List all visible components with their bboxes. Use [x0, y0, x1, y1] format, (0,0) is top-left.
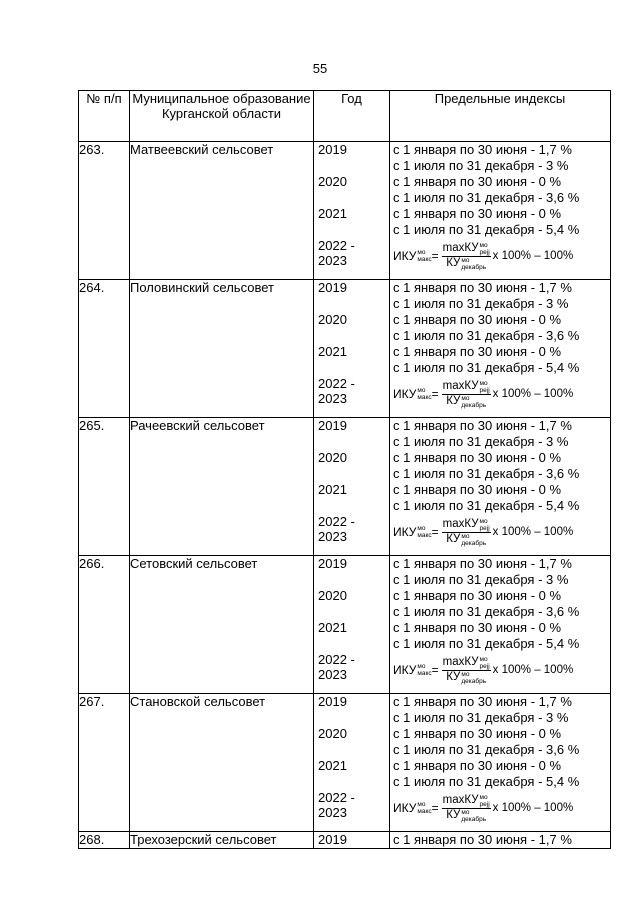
row-number: 266.: [79, 556, 130, 694]
year-2022: 2022 -: [318, 652, 355, 667]
row-number: 265.: [79, 418, 130, 556]
year-cell: [314, 280, 390, 418]
year-2020: 2020: [318, 450, 347, 465]
table-row: [79, 280, 611, 418]
indices-cell: [390, 418, 611, 556]
year-2019: 2019: [318, 280, 347, 295]
index-formula: [390, 793, 610, 823]
index-2020-first-half: с 1 января по 30 июня - 0 %: [393, 450, 562, 465]
index-2019-second-half: с 1 июля по 31 декабря - 3 %: [393, 572, 569, 587]
formula-fraction: maxКУ мо pejj КУ мо декабрь: [442, 655, 490, 685]
index-2021-first-half: с 1 января по 30 июня - 0 %: [393, 758, 562, 773]
index-2019-first-half: с 1 января по 30 июня - 1,7 %: [393, 556, 572, 571]
year-2022: 2022 -: [318, 514, 355, 529]
header-num: № п/п: [79, 91, 130, 142]
index-line: с 1 января по 30 июня - 1,7 %: [393, 832, 572, 847]
index-2021-second-half: с 1 июля по 31 декабря - 5,4 %: [393, 636, 580, 651]
municipality-name: Половинский сельсовет: [130, 280, 314, 418]
index-2019-first-half: с 1 января по 30 июня - 1,7 %: [393, 418, 572, 433]
index-formula: [390, 379, 610, 409]
index-2021-second-half: с 1 июля по 31 декабря - 5,4 %: [393, 774, 580, 789]
index-2020-second-half: с 1 июля по 31 декабря - 3,6 %: [393, 466, 580, 481]
index-formula: [390, 517, 610, 547]
year-2020: 2020: [318, 174, 347, 189]
index-2020-first-half: с 1 января по 30 июня - 0 %: [393, 174, 562, 189]
index-2020-second-half: с 1 июля по 31 декабря - 3,6 %: [393, 190, 580, 205]
year-2023: 2023: [318, 805, 347, 820]
header-indices: Предельные индексы: [390, 91, 611, 142]
header-municipality: Муниципальное образование Курганской области: [130, 91, 314, 142]
year-2020: 2020: [318, 726, 347, 741]
index-2021-first-half: с 1 января по 30 июня - 0 %: [393, 344, 562, 359]
index-2020-second-half: с 1 июля по 31 декабря - 3,6 %: [393, 328, 580, 343]
index-2019-second-half: с 1 июля по 31 декабря - 3 %: [393, 158, 569, 173]
page-number: 55: [312, 61, 328, 76]
formula-lhs: ИКУ мо макс =: [393, 663, 439, 677]
index-2019-first-half: с 1 января по 30 июня - 1,7 %: [393, 694, 572, 709]
formula-tail: x 100% – 100%: [492, 388, 574, 400]
formula-tail: x 100% – 100%: [492, 526, 574, 538]
year-cell: [314, 418, 390, 556]
formula-lhs: ИКУ мо макс =: [393, 801, 439, 815]
table-row: [79, 694, 611, 832]
year-2023: 2023: [318, 391, 347, 406]
year-2022: 2022 -: [318, 238, 355, 253]
formula-tail: x 100% – 100%: [492, 250, 574, 262]
index-2021-second-half: с 1 июля по 31 декабря - 5,4 %: [393, 360, 580, 375]
year-2022: 2022 -: [318, 376, 355, 391]
year-2023: 2023: [318, 253, 347, 268]
indices-cell: [390, 280, 611, 418]
year-2022: 2022 -: [318, 790, 355, 805]
indices-cell: [390, 142, 611, 280]
formula-fraction: maxКУ мо pejj КУ мо декабрь: [442, 793, 490, 823]
formula-lhs: ИКУ мо макс =: [393, 249, 439, 263]
year-2019: 2019: [318, 694, 347, 709]
index-2021-second-half: с 1 июля по 31 декабря - 5,4 %: [393, 222, 580, 237]
year-2021: 2021: [318, 482, 347, 497]
year-2021: 2021: [318, 620, 347, 635]
year-cell: [314, 556, 390, 694]
year-2020: 2020: [318, 312, 347, 327]
year-2021: 2021: [318, 344, 347, 359]
table-row: [79, 832, 611, 849]
municipality-name: Сетовский сельсовет: [130, 556, 314, 694]
table-row: [79, 142, 611, 280]
year-2020: 2020: [318, 588, 347, 603]
year-2019: 2019: [318, 418, 347, 433]
municipality-name: Рачеевский сельсовет: [130, 418, 314, 556]
index-2020-first-half: с 1 января по 30 июня - 0 %: [393, 726, 562, 741]
municipality-name: Становской сельсовет: [130, 694, 314, 832]
index-2020-first-half: с 1 января по 30 июня - 0 %: [393, 312, 562, 327]
row-number: 267.: [79, 694, 130, 832]
year-2019: 2019: [318, 832, 347, 847]
index-2020-first-half: с 1 января по 30 июня - 0 %: [393, 588, 562, 603]
index-2019-second-half: с 1 июля по 31 декабря - 3 %: [393, 296, 569, 311]
index-2020-second-half: с 1 июля по 31 декабря - 3,6 %: [393, 604, 580, 619]
year-cell: [314, 832, 390, 849]
index-2021-first-half: с 1 января по 30 июня - 0 %: [393, 482, 562, 497]
index-2021-first-half: с 1 января по 30 июня - 0 %: [393, 206, 562, 221]
indices-table: [78, 90, 611, 849]
indices-cell: [390, 694, 611, 832]
row-number: 268.: [79, 832, 130, 849]
formula-tail: x 100% – 100%: [492, 664, 574, 676]
row-number: 263.: [79, 142, 130, 280]
year-2019: 2019: [318, 142, 347, 157]
year-cell: [314, 142, 390, 280]
table-row: [79, 556, 611, 694]
formula-fraction: maxКУ мо pejj КУ мо декабрь: [442, 379, 490, 409]
row-number: 264.: [79, 280, 130, 418]
year-2019: 2019: [318, 556, 347, 571]
header-year: Год: [314, 91, 390, 142]
year-2023: 2023: [318, 529, 347, 544]
index-2019-second-half: с 1 июля по 31 декабря - 3 %: [393, 710, 569, 725]
table-header-row: [79, 91, 611, 142]
index-2021-second-half: с 1 июля по 31 декабря - 5,4 %: [393, 498, 580, 513]
year-2021: 2021: [318, 758, 347, 773]
index-2019-first-half: с 1 января по 30 июня - 1,7 %: [393, 280, 572, 295]
index-2019-first-half: с 1 января по 30 июня - 1,7 %: [393, 142, 572, 157]
year-2021: 2021: [318, 206, 347, 221]
year-2023: 2023: [318, 667, 347, 682]
table-row: [79, 418, 611, 556]
municipality-name: Трехозерский сельсовет: [130, 832, 314, 849]
year-cell: [314, 694, 390, 832]
index-2020-second-half: с 1 июля по 31 декабря - 3,6 %: [393, 742, 580, 757]
formula-fraction: maxКУ мо pejj КУ мо декабрь: [442, 517, 490, 547]
index-formula: [390, 241, 610, 271]
municipality-name: Матвеевский сельсовет: [130, 142, 314, 280]
formula-lhs: ИКУ мо макс =: [393, 387, 439, 401]
index-2019-second-half: с 1 июля по 31 декабря - 3 %: [393, 434, 569, 449]
index-2021-first-half: с 1 января по 30 июня - 0 %: [393, 620, 562, 635]
formula-fraction: maxКУ мо pejj КУ мо декабрь: [442, 241, 490, 271]
index-formula: [390, 655, 610, 685]
formula-lhs: ИКУ мо макс =: [393, 525, 439, 539]
indices-cell: [390, 832, 611, 849]
indices-cell: [390, 556, 611, 694]
formula-tail: x 100% – 100%: [492, 802, 574, 814]
